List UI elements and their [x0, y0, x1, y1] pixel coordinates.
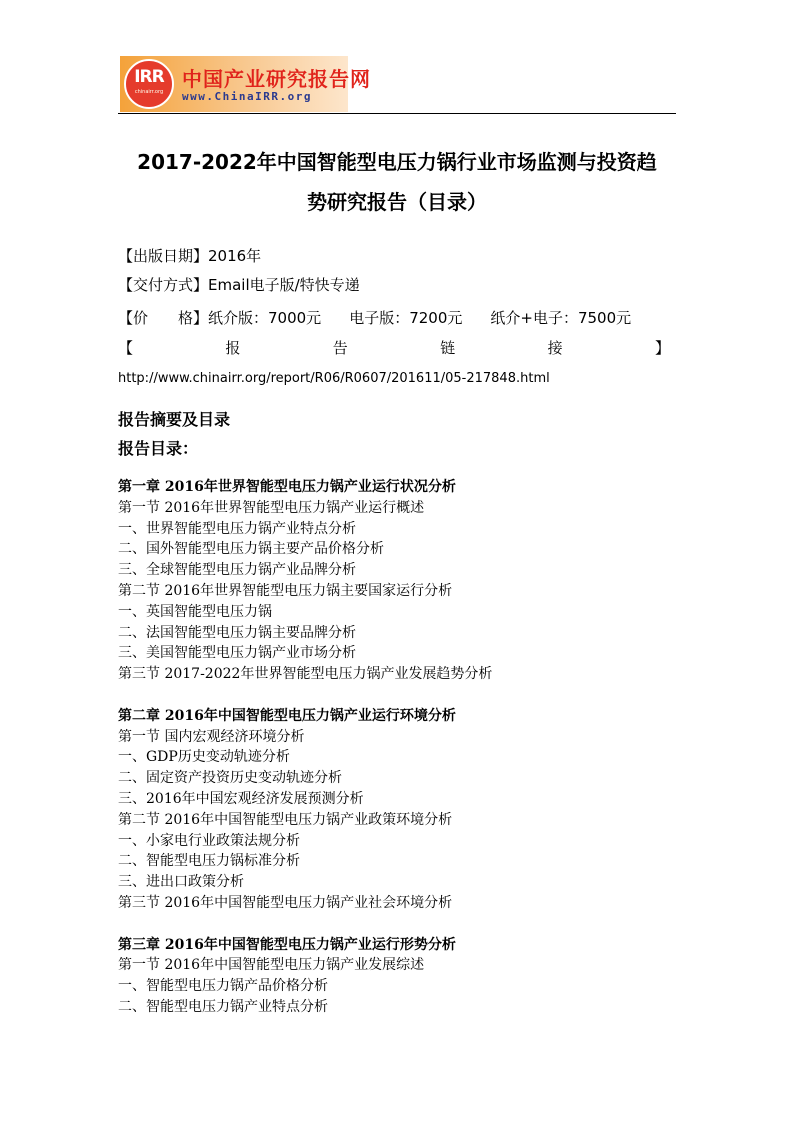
toc-item: 三、进出口政策分析 [118, 874, 244, 891]
toc-item: 第一节 国内宏观经济环境分析 [118, 728, 305, 745]
report-link-label [118, 337, 670, 358]
report-url-link[interactable]: http://www.chinairr.org/report/R06/R0607/201611/05-217848.html [118, 371, 550, 386]
toc-item: 二、智能型电压力锅标准分析 [118, 853, 300, 870]
toc-heading: 报告目录： [118, 439, 199, 458]
toc-item: 第一节 2016年中国智能型电压力锅产业发展综述 [118, 957, 425, 974]
toc-item: 一、小家电行业政策法规分析 [118, 832, 300, 849]
price-combo: 纸介+电子：7500元 [490, 309, 632, 327]
link-label-char: 】 [654, 339, 670, 357]
toc-item: 第三节 2017-2022年世界智能型电压力锅产业发展趋势分析 [118, 666, 493, 683]
toc-item: 第一节 2016年世界智能型电压力锅产业运行概述 [118, 499, 425, 516]
link-label-char: 【 [118, 339, 134, 357]
logo-name-cn: 中国产业研究报告网 [182, 67, 371, 91]
toc-item: 一、英国智能型电压力锅 [118, 603, 272, 620]
price-info [118, 307, 631, 328]
document-title-line1: 2017-2022年中国智能型电压力锅行业市场监测与投资趋 [137, 150, 657, 174]
delivery-method: 【交付方式】Email电子版/特快专递 [118, 276, 360, 294]
header-divider [118, 113, 676, 114]
toc-item: 第二节 2016年中国智能型电压力锅产业政策环境分析 [118, 811, 453, 828]
toc-spacer [118, 914, 678, 935]
logo-name-en: www.ChinaIRR.org [182, 90, 312, 103]
toc-chapter: 第一章 2016年世界智能型电压力锅产业运行状况分析 [118, 479, 456, 495]
toc-item: 三、美国智能型电压力锅产业市场分析 [118, 645, 356, 662]
toc-item: 三、全球智能型电压力锅产业品牌分析 [118, 562, 356, 579]
toc-item: 二、固定资产投资历史变动轨迹分析 [118, 770, 342, 787]
toc-item: 二、智能型电压力锅产业特点分析 [118, 998, 328, 1015]
logo-abbr: IRR [134, 67, 164, 87]
publish-date: 【出版日期】2016年 [118, 247, 262, 265]
toc-item: 一、GDP历史变动轨迹分析 [118, 749, 290, 766]
toc-item: 第二节 2016年世界智能型电压力锅主要国家运行分析 [118, 582, 453, 599]
toc-item: 二、国外智能型电压力锅主要产品价格分析 [118, 541, 384, 558]
summary-heading: 报告摘要及目录 [118, 410, 231, 429]
link-label-char: 链 [440, 339, 456, 357]
link-label-char: 告 [332, 339, 348, 357]
toc-item: 二、法国智能型电压力锅主要品牌分析 [118, 624, 356, 641]
document-title-line2: 势研究报告（目录） [307, 190, 487, 214]
logo-badge [124, 59, 174, 109]
toc-item: 一、世界智能型电压力锅产业特点分析 [118, 520, 356, 537]
price-paper: 【价 格】纸介版：7000元 [118, 309, 322, 327]
toc-item: 一、智能型电压力锅产品价格分析 [118, 978, 328, 995]
toc-chapter: 第三章 2016年中国智能型电压力锅产业运行形势分析 [118, 936, 456, 953]
logo-tagline: chinairr.org [134, 89, 164, 95]
toc-item: 第三节 2016年中国智能型电压力锅产业社会环境分析 [118, 894, 453, 911]
toc-item: 三、2016年中国宏观经济发展预测分析 [118, 790, 364, 807]
link-label-char: 报 [225, 339, 241, 357]
site-logo[interactable] [120, 56, 371, 112]
price-electronic: 电子版：7200元 [349, 309, 463, 327]
table-of-contents [118, 477, 678, 1018]
link-label-char: 接 [547, 339, 563, 357]
toc-chapter: 第二章 2016年中国智能型电压力锅产业运行环境分析 [118, 707, 456, 724]
toc-spacer [118, 685, 678, 706]
